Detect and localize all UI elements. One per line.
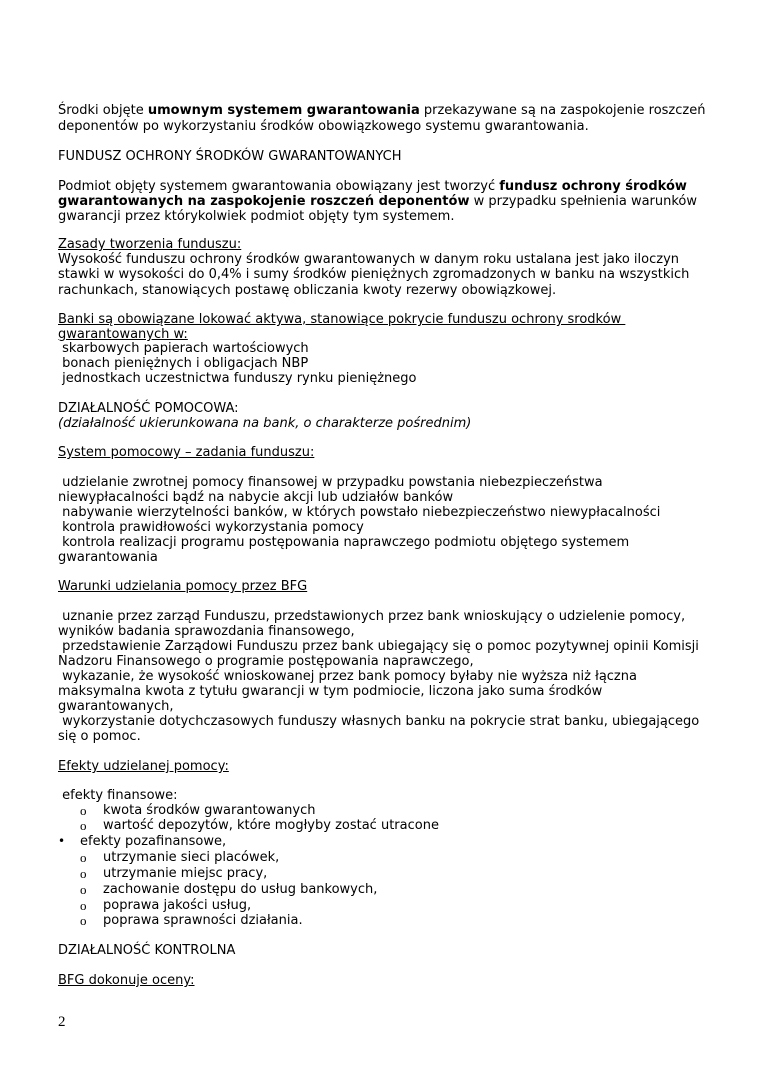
list-item: jednostkach uczestnictwa funduszy rynku pieniężnego (58, 371, 417, 386)
section-title-banki: Banki są obowiązane lokować aktywa, stanowiące pokrycie funduszu ochrony srodków (58, 312, 626, 327)
list-item: wykorzystanie dotychczasowych funduszy własnych banku na pokrycie strat banku, ubiegającego (58, 714, 700, 729)
sub-list-item: kwota środków gwarantowanych (103, 803, 316, 818)
list-item: bonach pieniężnych i obligacjach NBP (58, 356, 309, 371)
sub-bullet-icon: o (80, 882, 87, 897)
list-item: skarbowych papierach wartościowych (58, 341, 309, 356)
list-item-cont: wyników badania sprawozdania finansowego, (58, 624, 355, 639)
section-heading-fund: FUNDUSZ OCHRONY ŚRODKÓW GWARANTOWANYCH (58, 149, 402, 164)
sub-bullet-icon: o (80, 866, 87, 881)
paragraph-line: gwarantowanych na zaspokojenie roszczeń deponentów w przypadku spełnienia warunków (58, 194, 698, 209)
list-item-cont: Nadzoru Finansowego o programie postępowania naprawczego, (58, 654, 474, 669)
sub-list-item: utrzymanie sieci placówek, (103, 850, 280, 865)
sub-list-item: zachowanie dostępu do usług bankowych, (103, 882, 378, 897)
paragraph-line: Podmiot objęty systemem gwarantowania obowiązany jest tworzyć fundusz ochrony środków (58, 179, 687, 194)
sub-list-item: utrzymanie miejsc pracy, (103, 866, 268, 881)
section-title-warunki: Warunki udzielania pomocy przez BFG (58, 579, 308, 594)
list-item-cont: się o pomoc. (58, 729, 141, 744)
paragraph-line: rachunkach, stanowiących postawę obliczania kwoty rezerwy obowiązkowej. (58, 283, 557, 298)
paragraph-line: deponentów po wykorzystaniu środków obowiązkowego systemu gwarantowania. (58, 119, 589, 134)
list-item-nonfinancial: efekty pozafinansowe, (80, 834, 227, 849)
sub-bullet-icon: o (80, 913, 87, 928)
section-heading-pomoc: DZIAŁALNOŚĆ POMOCOWA: (58, 401, 239, 416)
section-heading-kontrola: DZIAŁALNOŚĆ KONTROLNA (58, 943, 236, 958)
section-title-efekty: Efekty udzielanej pomocy: (58, 759, 229, 774)
sub-list-item: poprawa sprawności działania. (103, 913, 303, 928)
paragraph-line: stawki w wysokości do 0,4% i sumy środków pieniężnych zgromadzonych w banku na wszystkich (58, 267, 690, 282)
list-item: wykazanie, że wysokość wnioskowanej przez bank pomocy byłaby nie wyższa niż łączna (58, 669, 637, 684)
list-item: przedstawienie Zarządowi Funduszu przez bank ubiegający się o pomoc pozytywnej opinii Komisji (58, 639, 699, 654)
paragraph-line: Środki objęte umownym systemem gwarantowania przekazywane są na zaspokojenie roszczeń (58, 103, 706, 118)
sub-bullet-icon: o (80, 850, 87, 865)
bullet-icon: • (58, 834, 66, 848)
section-subtitle-pomoc: (działalność ukierunkowana na bank, o charakterze pośrednim) (58, 416, 472, 431)
list-item: udzielanie zwrotnej pomocy finansowej w przypadku powstania niebezpieczeństwa (58, 475, 603, 490)
section-title-banki-cont: gwarantowanych w: (58, 327, 188, 342)
page-number: 2 (58, 1014, 66, 1030)
list-item-cont: gwarantowania (58, 550, 158, 565)
list-item: kontrola prawidłowości wykorzystania pomocy (58, 520, 364, 535)
list-item-cont: niewypłacalności bądź na nabycie akcji lub udziałów banków (58, 490, 454, 505)
sub-bullet-icon: o (80, 818, 87, 833)
list-item: kontrola realizacji programu postępowania naprawczego podmiotu objętego systemem (58, 535, 630, 550)
list-item-cont: gwarantowanych, (58, 699, 174, 714)
paragraph-line: gwarancji przez którykolwiek podmiot objęty tym systemem. (58, 209, 455, 224)
list-item-cont: maksymalna kwota z tytułu gwarancji w tym podmiocie, liczona jako suma środków (58, 684, 603, 699)
list-item: uznanie przez zarząd Funduszu, przedstawionych przez bank wnioskujący o udzielenie pomocy, (58, 609, 686, 624)
list-item-financial: efekty finansowe: (58, 788, 178, 803)
section-title-kontrola: BFG dokonuje oceny: (58, 973, 195, 988)
section-title-zasady: Zasady tworzenia funduszu: (58, 237, 242, 252)
list-item: nabywanie wierzytelności banków, w których powstało niebezpieczeństwo niewypłacalności (58, 505, 661, 520)
sub-list-item: wartość depozytów, które mogłyby zostać utracone (103, 818, 439, 833)
paragraph-line: Wysokość funduszu ochrony środków gwarantowanych w danym roku ustalana jest jako iloczyn (58, 252, 680, 267)
sub-bullet-icon: o (80, 803, 87, 818)
sub-list-item: poprawa jakości usług, (103, 898, 252, 913)
section-title-system: System pomocowy – zadania funduszu: (58, 445, 315, 460)
sub-bullet-icon: o (80, 898, 87, 913)
